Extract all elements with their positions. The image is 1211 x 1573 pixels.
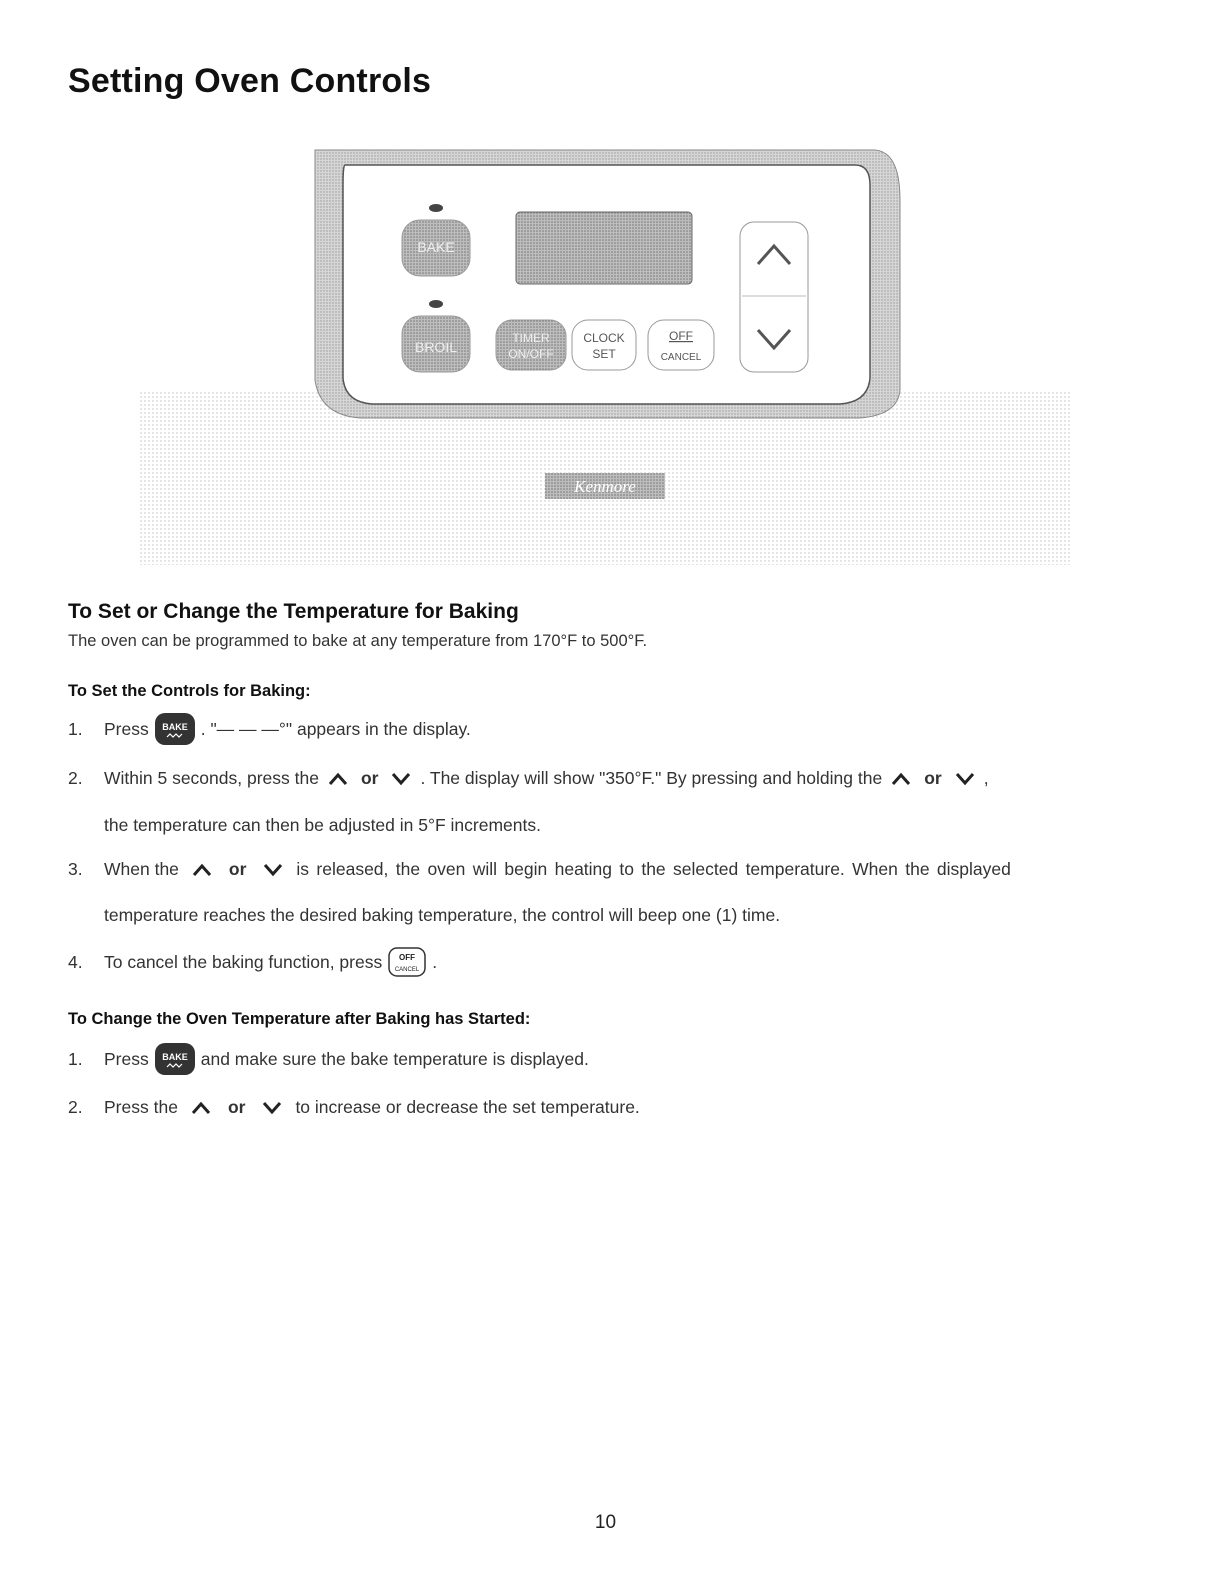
step-text: . The display will show "350°F." By pressing and holding the bbox=[420, 768, 883, 788]
up-arrow-icon bbox=[190, 1101, 212, 1115]
bake-indicator-light bbox=[429, 204, 443, 212]
step-text: , bbox=[983, 768, 989, 788]
step-text: and make sure the bake temperature is displayed. bbox=[200, 1048, 589, 1069]
svg-text:CANCEL: CANCEL bbox=[395, 967, 420, 973]
step-text: To cancel the baking function, press bbox=[104, 951, 383, 972]
step-number: 1. bbox=[68, 718, 83, 739]
section-heading: To Set or Change the Temperature for Baking bbox=[68, 600, 519, 623]
bake-key-icon bbox=[153, 1042, 197, 1076]
set-step-3 bbox=[68, 859, 1011, 880]
section-intro: The oven can be programmed to bake at any temperature from 170°F to 500°F. bbox=[68, 632, 648, 650]
step-text: When the bbox=[104, 859, 179, 879]
set-step-3-cont: temperature reaches the desired baking temperature, the control will beep one (1) time. bbox=[104, 905, 781, 925]
or-text: or bbox=[228, 859, 247, 879]
down-arrow-icon bbox=[262, 863, 284, 877]
svg-text:BAKE: BAKE bbox=[161, 1052, 188, 1062]
step-text: to increase or decrease the set temperature. bbox=[295, 1097, 640, 1117]
broil-indicator-light bbox=[429, 300, 443, 308]
up-arrow-icon bbox=[890, 772, 912, 786]
page-title: Setting Oven Controls bbox=[68, 62, 432, 100]
step-text: . bbox=[432, 951, 438, 972]
step-text: is released, the oven will begin heating to the selected temperature. When the displayed bbox=[296, 859, 1011, 879]
down-arrow-icon bbox=[261, 1101, 283, 1115]
broil-pad-label: BROIL bbox=[414, 339, 458, 355]
up-arrow-icon bbox=[191, 863, 213, 877]
timer-pad-label-2: ON/OFF bbox=[508, 347, 554, 361]
control-panel-illustration bbox=[140, 140, 1070, 570]
svg-text:OFF: OFF bbox=[399, 953, 416, 962]
step-text: Press the bbox=[104, 1097, 178, 1117]
step-text: Press bbox=[104, 718, 149, 739]
off-cancel-key-icon bbox=[385, 946, 429, 978]
set-step-2-cont: the temperature can then be adjusted in 5°F increments. bbox=[104, 815, 541, 835]
set-step-1 bbox=[68, 712, 471, 746]
set-step-2 bbox=[68, 768, 989, 789]
clock-pad bbox=[572, 320, 636, 370]
or-text: or bbox=[924, 768, 942, 788]
change-temp-heading: To Change the Oven Temperature after Baking has Started: bbox=[68, 1010, 531, 1028]
up-arrow-icon bbox=[327, 772, 349, 786]
bake-key-icon bbox=[153, 712, 197, 746]
change-step-2 bbox=[68, 1097, 640, 1118]
step-number: 2. bbox=[68, 768, 83, 788]
cancel-pad-label: CANCEL bbox=[660, 352, 702, 363]
or-text: or bbox=[227, 1097, 246, 1117]
timer-pad bbox=[496, 320, 566, 370]
step-number: 1. bbox=[68, 1048, 83, 1069]
down-arrow-icon bbox=[954, 772, 976, 786]
or-text: or bbox=[360, 768, 379, 788]
svg-text:Kenmore: Kenmore bbox=[574, 477, 636, 496]
step-text: Press bbox=[104, 1048, 149, 1069]
down-arrow-icon bbox=[390, 772, 412, 786]
step-text: Within 5 seconds, press the bbox=[104, 768, 319, 788]
timer-pad-label-1: TIMER bbox=[512, 331, 550, 345]
change-step-1 bbox=[68, 1042, 589, 1076]
clock-pad-label-1: CLOCK bbox=[583, 331, 625, 345]
page-number: 10 bbox=[594, 1512, 617, 1533]
step-number: 2. bbox=[68, 1097, 83, 1117]
bake-pad-label: BAKE bbox=[417, 239, 455, 255]
display-window bbox=[516, 212, 692, 284]
off-pad-label: OFF bbox=[669, 329, 693, 343]
step-text: . "— — —°" appears in the display. bbox=[200, 718, 471, 739]
set-controls-heading: To Set the Controls for Baking: bbox=[68, 682, 311, 700]
svg-text:BAKE: BAKE bbox=[161, 722, 188, 732]
step-number: 3. bbox=[68, 859, 83, 879]
set-step-4 bbox=[68, 946, 437, 978]
step-number: 4. bbox=[68, 951, 83, 972]
clock-pad-label-2: SET bbox=[592, 347, 616, 361]
